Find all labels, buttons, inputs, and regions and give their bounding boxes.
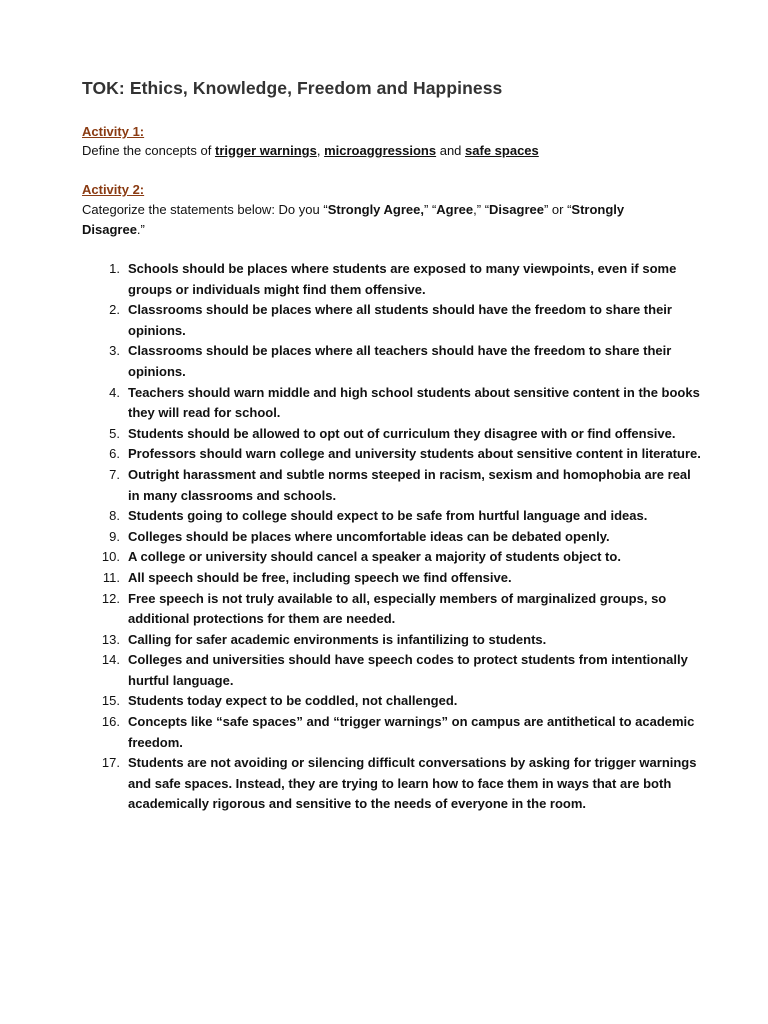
statement-text: Students are not avoiding or silencing difficult conversations by asking for trigger warnings and safe spaces. Instead, they are trying to learn how to face them in ways that are both academically rigorous and sensitive to the needs of everyone in the room.: [128, 755, 697, 812]
statement-number: 16.: [101, 714, 120, 730]
statement-number: 13.: [101, 631, 120, 647]
statement-number: 17.: [101, 755, 120, 771]
page-title: TOK: Ethics, Knowledge, Freedom and Happiness: [82, 78, 503, 98]
statement-text: Students today expect to be coddled, not challenged.: [128, 693, 458, 709]
statement-number: 12.: [101, 590, 120, 606]
statement-text: Professors should warn college and university students about sensitive content in literature.: [128, 446, 701, 462]
term-microaggressions: microaggressions: [324, 143, 437, 158]
statement-text: Classrooms should be places where all students should have the freedom to share their opinions.: [128, 302, 672, 338]
statement-item: [82, 630, 702, 651]
activity-2-instruction: Categorize the statements below: Do you “Strongly Agree,” “Agree,” “Disagree” or “Strongly Disagree.”: [82, 202, 625, 237]
statement-number: 6.: [109, 446, 120, 462]
statement-item: [82, 444, 702, 465]
statement-text: All speech should be free, including speech we find offensive.: [128, 569, 512, 585]
statement-text: Classrooms should be places where all teachers should have the freedom to share their opinions.: [128, 343, 672, 379]
statement-text: Calling for safer academic environments is infantilizing to students.: [128, 631, 547, 647]
statement-list: [82, 259, 702, 815]
option-disagree: Disagree: [489, 202, 544, 217]
statement-text: Schools should be places where students are exposed to many viewpoints, even if some groups or individuals might find them offensive.: [128, 261, 677, 297]
statement-item: [82, 712, 702, 753]
statement-item: [82, 691, 702, 712]
statement-text: Colleges should be places where uncomfortable ideas can be debated openly.: [128, 528, 610, 544]
activity-2-heading: Activity 2:: [82, 182, 145, 197]
statement-item: [82, 506, 702, 527]
term-trigger-warnings: trigger warnings: [214, 143, 317, 158]
statement-item: [82, 650, 702, 691]
statement-item: [82, 589, 702, 630]
statement-number: 10.: [101, 549, 120, 565]
statement-item: [82, 568, 702, 589]
statement-item: [82, 300, 702, 341]
statement-item: [82, 753, 702, 815]
statement-item: [82, 383, 702, 424]
statement-text: Free speech is not truly available to all, especially members of marginalized groups, so additional protections for them are needed.: [128, 590, 667, 627]
statement-item: [82, 424, 702, 445]
statement-item: [82, 465, 702, 506]
statement-number: 7.: [109, 466, 120, 482]
statement-number: 11.: [102, 569, 120, 585]
statement-text: Outright harassment and subtle norms steeped in racism, sexism and homophobia are real in many classrooms and schools.: [128, 466, 691, 503]
option-disagree-2: Disagree: [82, 222, 137, 237]
statement-number: 1.: [109, 261, 120, 276]
statement-item: [82, 547, 702, 568]
option-agree: Agree: [436, 202, 474, 217]
statement-number: 8.: [109, 508, 120, 524]
statement-text: Students should be allowed to opt out of curriculum they disagree with or find offensive.: [128, 425, 676, 441]
statement-item: [82, 259, 702, 300]
statement-number: 14.: [101, 652, 120, 668]
statement-number: 3.: [109, 343, 120, 359]
statement-text: A college or university should cancel a speaker a majority of students object to.: [128, 549, 621, 565]
statement-item: [82, 527, 702, 548]
statement-text: Concepts like “safe spaces” and “trigger warnings” on campus are antithetical to academic freedom.: [128, 714, 695, 750]
option-strongly-agree: Strongly Agree,: [327, 202, 425, 217]
statement-item: [82, 341, 702, 382]
statement-text: Teachers should warn middle and high school students about sensitive content in the books they will read for school.: [128, 384, 700, 421]
statement-number: 2.: [109, 302, 120, 318]
activity-1-instruction: Define the concepts of trigger warnings, microaggressions and safe spaces: [82, 143, 539, 158]
option-strongly: Strongly: [571, 202, 625, 217]
statement-text: Students going to college should expect to be safe from hurtful language and ideas.: [128, 508, 648, 524]
statement-number: 15.: [101, 693, 120, 709]
activity-1-heading: Activity 1:: [82, 124, 145, 139]
statement-text: Colleges and universities should have speech codes to protect students from intentionally hurtful language.: [128, 652, 688, 688]
statement-number: 4.: [109, 384, 120, 400]
term-safe-spaces: safe spaces: [465, 143, 539, 158]
statement-number: 5.: [109, 425, 120, 441]
statement-number: 9.: [109, 528, 120, 544]
